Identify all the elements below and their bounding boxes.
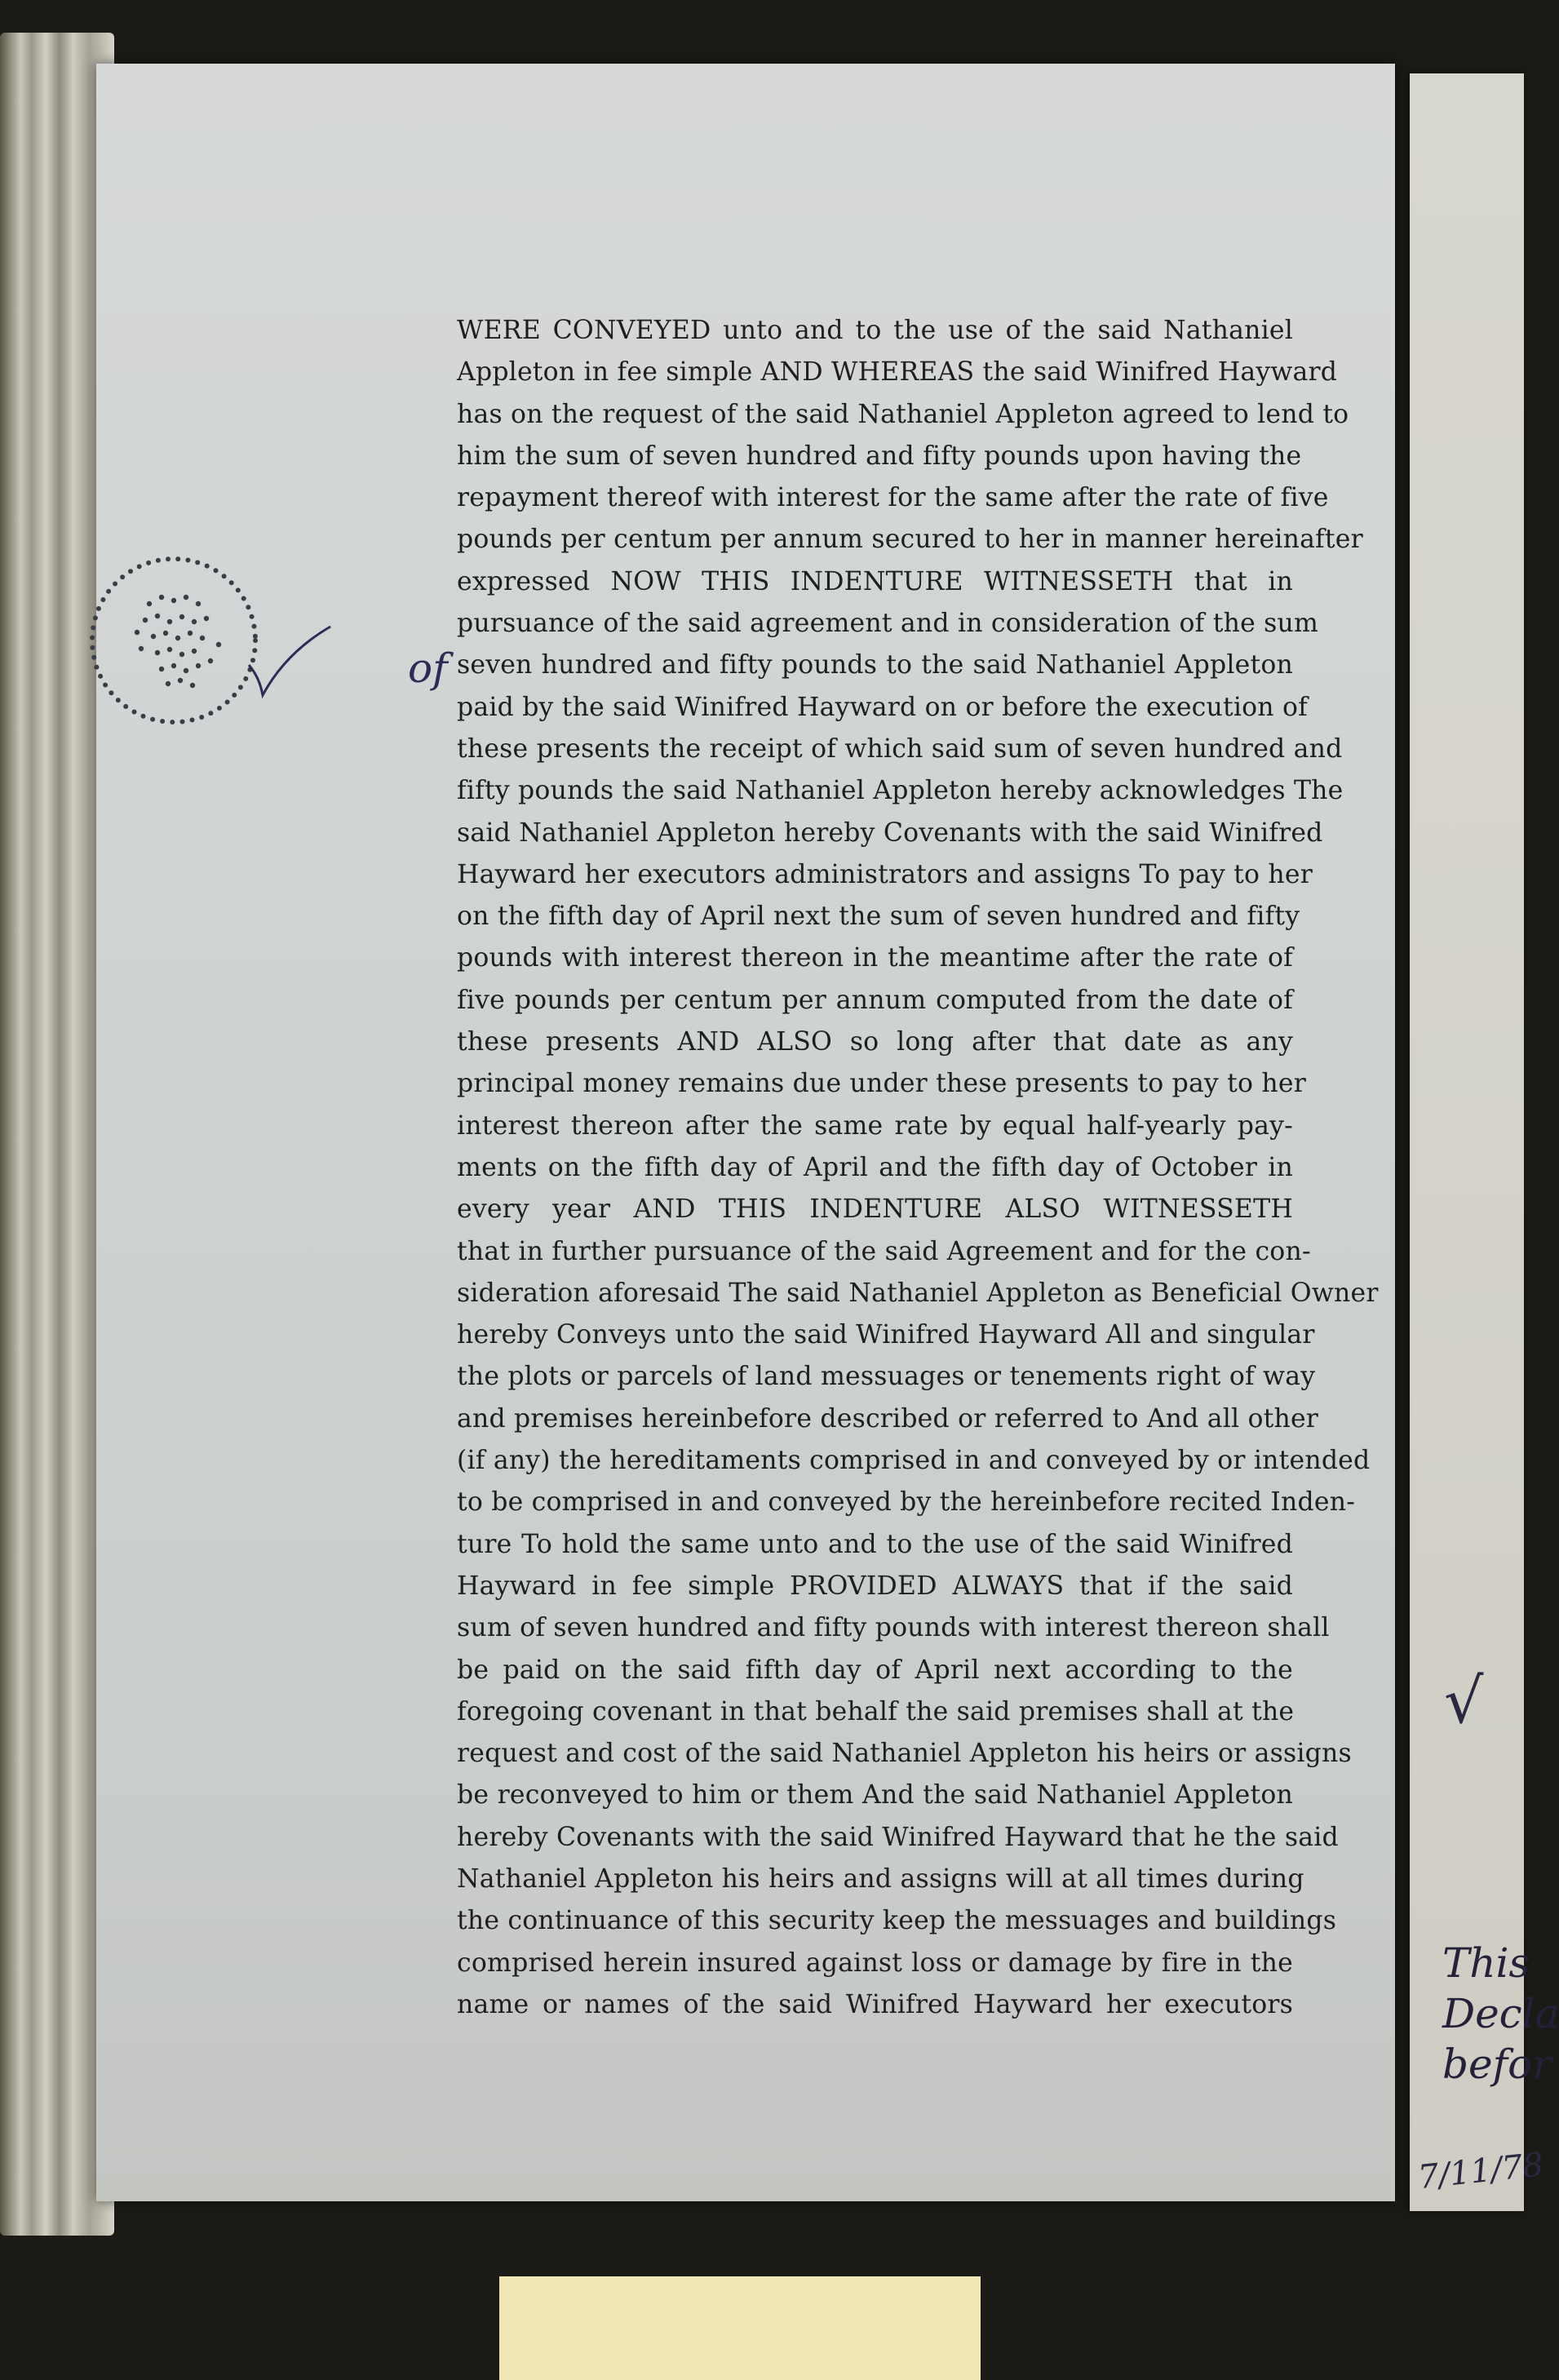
text-line: interest thereon after the same rate by equal half-yearly pay-: [457, 1110, 1293, 1141]
text-line: pounds per centum per annum secured to her in manner hereinafter: [457, 525, 1363, 555]
text-line: on the fifth day of April next the sum of seven hundred and fifty: [457, 902, 1300, 932]
text-line: request and cost of the said Nathaniel Appleton his heirs or assigns: [457, 1739, 1352, 1769]
text-line: be reconveyed to him or them And the said Nathaniel Appleton: [457, 1780, 1293, 1810]
text-line: to be comprised in and conveyed by the hereinbefore recited Inden-: [457, 1487, 1356, 1518]
text-line: hereby Covenants with the said Winifred Hayward that he the said: [457, 1822, 1339, 1852]
text-line: (if any) the hereditaments comprised in and conveyed by or intended: [457, 1446, 1371, 1476]
text-line: Hayward her executors administrators and assigns To pay to her: [457, 859, 1313, 889]
text-line: that in further pursuance of the said Agreement and for the con-: [457, 1236, 1311, 1266]
text-line: Hayward in fee simple PROVIDED ALWAYS that if the said: [457, 1571, 1293, 1601]
adjacent-checkmark: √: [1444, 1664, 1484, 1737]
text-line: ments on the fifth day of April and the fifth day of October in: [457, 1152, 1293, 1182]
text-line: foregoing covenant in that behalf the said premises shall at the: [457, 1696, 1295, 1726]
text-line: paid by the said Winifred Hayward on or before the execution of: [457, 692, 1309, 722]
text-line: principal money remains due under these presents to pay to her: [457, 1069, 1306, 1099]
adjacent-note-line: befor: [1442, 2041, 1552, 2088]
text-line: the continuance of this security keep the messuages and buildings: [457, 1906, 1337, 1936]
text-line: repayment thereof with interest for the same after the rate of five: [457, 483, 1329, 513]
text-line: comprised herein insured against loss or damage by fire in the: [457, 1948, 1293, 1978]
text-line: WERE CONVEYED unto and to the use of the said Nathaniel: [457, 316, 1293, 345]
text-line: has on the request of the said Nathaniel Appleton agreed to lend to: [457, 399, 1349, 429]
text-line: said Nathaniel Appleton hereby Covenants with the said Winifred: [457, 818, 1323, 848]
text-line: fifty pounds the said Nathaniel Appleton hereby acknowledges The: [457, 776, 1344, 806]
text-line: pursuance of the said agreement and in consideration of the sum: [457, 609, 1319, 639]
text-line: Appleton in fee simple AND WHEREAS the said Winifred Hayward: [457, 357, 1338, 388]
text-line: sum of seven hundred and fifty pounds with interest thereon shall: [457, 1613, 1330, 1643]
text-line: sideration aforesaid The said Nathaniel Appleton as Beneficial Owner: [457, 1278, 1379, 1308]
adjacent-page-date: 7/11/78: [1415, 2146, 1546, 2197]
text-line: every year AND THIS INDENTURE ALSO WITNESSETH: [457, 1194, 1293, 1225]
text-line: expressed NOW THIS INDENTURE WITNESSETH that in: [457, 566, 1293, 596]
checkmark-icon: [245, 620, 334, 702]
adjacent-note-line: Decla: [1442, 1990, 1559, 2037]
text-line: five pounds per centum per annum computed from the date of: [457, 985, 1293, 1015]
perforated-seal-icon: [80, 547, 268, 734]
text-line: Nathaniel Appleton his heirs and assigns will at all times during: [457, 1864, 1304, 1894]
text-line: seven hundred and fifty pounds to the said Nathaniel Appleton: [457, 650, 1293, 680]
text-line: and premises hereinbefore described or referred to And all other: [457, 1403, 1319, 1434]
margin-insert-of: of: [408, 645, 448, 692]
adjacent-page-note: [1442, 1938, 1559, 2090]
text-line: ture To hold the same unto and to the use of the said Winifred: [457, 1529, 1293, 1559]
text-line: be paid on the said fifth day of April next according to the: [457, 1655, 1293, 1685]
text-line: these presents AND ALSO so long after that date as any: [457, 1027, 1293, 1057]
text-line: him the sum of seven hundred and fifty pounds upon having the: [457, 441, 1302, 471]
adjacent-note-line: This: [1442, 1939, 1530, 1987]
text-line: name or names of the said Winifred Hayward her executors: [457, 1989, 1293, 2019]
yellow-label-tab: [499, 2276, 981, 2380]
text-line: these presents the receipt of which said sum of seven hundred and: [457, 734, 1343, 764]
text-line: the plots or parcels of land messuages or tenements right of way: [457, 1362, 1316, 1392]
indenture-text: [457, 310, 1379, 2026]
text-line: hereby Conveys unto the said Winifred Hayward All and singular: [457, 1320, 1315, 1350]
adjacent-page: [1410, 73, 1559, 2211]
text-line: pounds with interest thereon in the meantime after the rate of: [457, 943, 1293, 973]
